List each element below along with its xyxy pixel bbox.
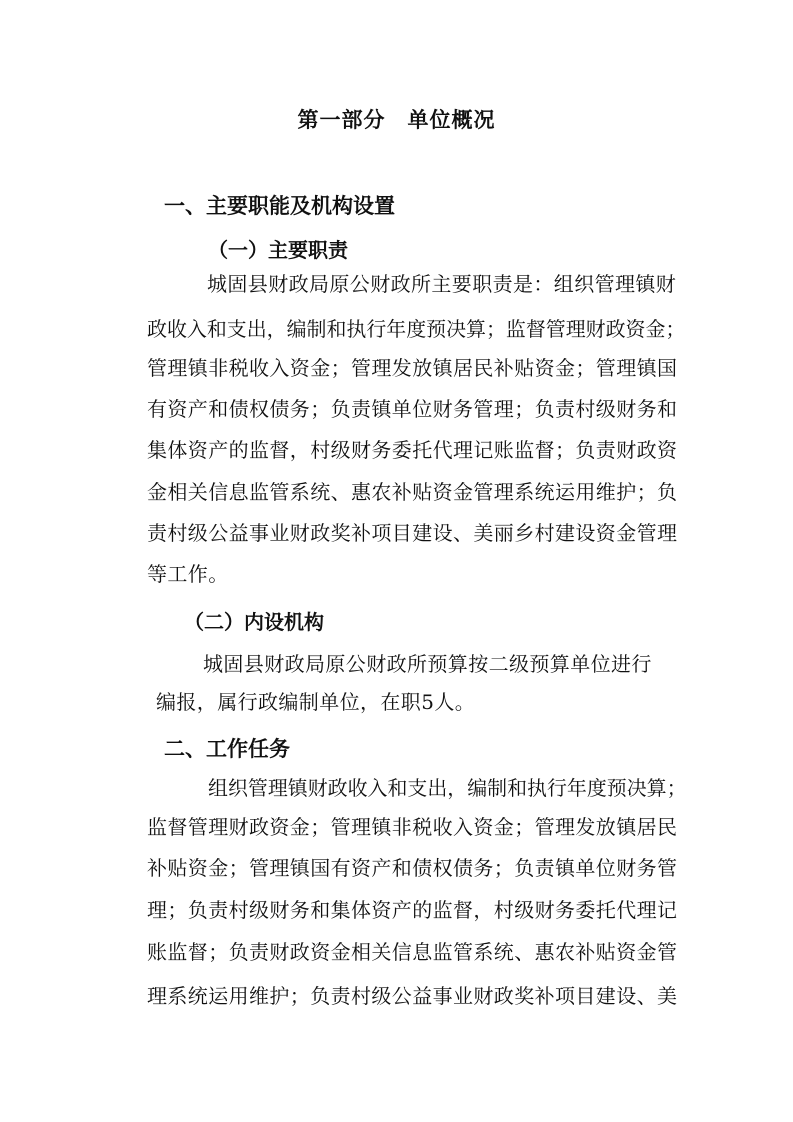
paragraph-line: 集体资产的监督，村级财务委托代理记账监督；负责财政资 — [147, 438, 678, 462]
subsection-heading-duties: （一）主要职责 — [208, 238, 348, 262]
subsection-heading-structure: （二）内设机构 — [184, 610, 324, 634]
paragraph-line: 监督管理财政资金；管理镇非税收入资金；管理发放镇居民 — [147, 815, 678, 839]
paragraph-line: 政收入和支出，编制和执行年度预决算；监督管理财政资金； — [147, 317, 686, 341]
paragraph-line: 责村级公益事业财政奖补项目建设、美丽乡村建设资金管理 — [147, 521, 678, 545]
paragraph-line: 编报，属行政编制单位，在职5人。 — [156, 690, 476, 714]
paragraph-line: 有资产和债权债务；负责镇单位财务管理；负责村级财务和 — [147, 397, 678, 421]
paragraph-line: 管理镇非税收入资金；管理发放镇居民补贴资金；管理镇国 — [147, 356, 678, 380]
section-heading-tasks: 二、工作任务 — [164, 737, 290, 761]
paragraph-line: 理；负责村级财务和集体资产的监督，村级财务委托代理记 — [147, 898, 678, 922]
paragraph-line: 补贴资金；管理镇国有资产和债权债务；负责镇单位财务管 — [147, 856, 678, 880]
paragraph-line: 城固县财政局原公财政所主要职责是：组织管理镇财 — [207, 272, 677, 296]
paragraph-line: 组织管理镇财政收入和支出，编制和执行年度预决算； — [208, 776, 687, 800]
section-heading-functions: 一、主要职能及机构设置 — [164, 194, 395, 218]
paragraph-line: 金相关信息监管系统、惠农补贴资金管理系统运用维护；负 — [147, 480, 678, 504]
paragraph-line: 账监督；负责财政资金相关信息监管系统、惠农补贴资金管 — [147, 940, 678, 964]
paragraph-line: 城固县财政局原公财政所预算按二级预算单位进行 — [203, 652, 652, 676]
paragraph-line: 理系统运用维护；负责村级公益事业财政奖补项目建设、美 — [147, 984, 678, 1008]
page-title: 第一部分 单位概况 — [297, 108, 496, 132]
paragraph-line: 等工作。 — [147, 562, 229, 586]
